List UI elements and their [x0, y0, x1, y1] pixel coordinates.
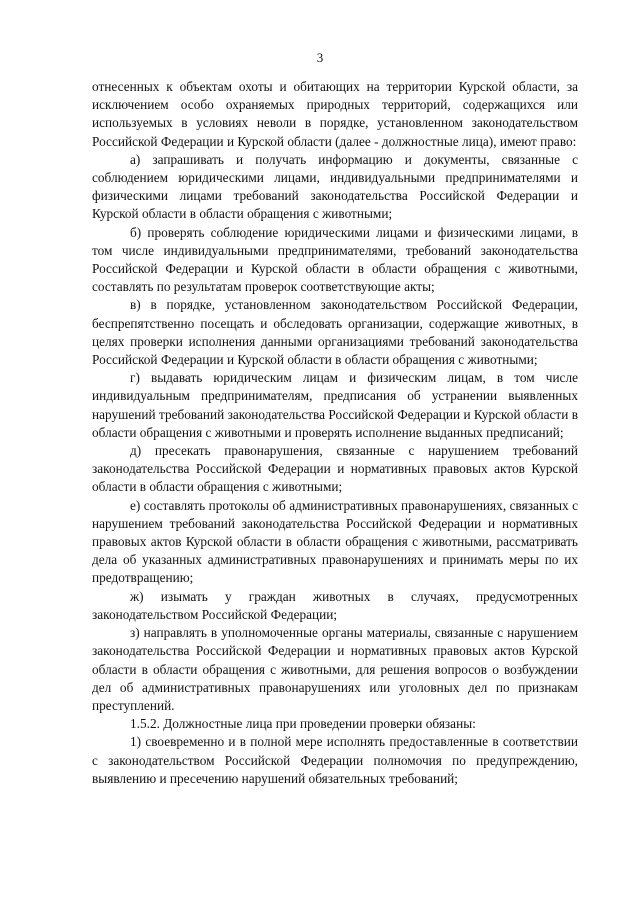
paragraph-item-g: г) выдавать юридическим лицам и физическим лицам, в том числе индивидуальным предпринимателям, предписания об устранении выявленных нарушений требований законодательства Российской Федерации и Курской области в области обращения с животными и проверять исполнение выданных предписаний; — [92, 370, 578, 440]
paragraph-item-v: в) в порядке, установленном законодательством Российской Федерации, беспрепятственно посещать и обследовать организации, содержащие животных, в целях проверки исполнения данными организациями требований законодательства Российской Федерации и Курской области в области обращения с животными; — [92, 297, 578, 368]
page-number: 3 — [316, 50, 324, 65]
paragraph-item-1: 1) своевременно и в полной мере исполнять предоставленные в соответствии с законодательством Российской Федерации полномочия по предупреждению, выявлению и пресечению нарушений обязательных требований; — [92, 734, 578, 786]
document-body — [92, 78, 578, 788]
paragraph-item-z: з) направлять в уполномоченные органы материалы, связанные с нарушением законодательства Российской Федерации и нормативных правовых актов Курской области в области обращения с животными, для решения вопросов о возбуждении дел об административных правонарушениях или уголовных дел по признакам преступлений. — [92, 625, 578, 713]
paragraph-item-b: б) проверять соблюдение юридическими лицами и физическими лицами, в том числе индивидуальными предпринимателями, требований законодательства Российской Федерации и Курской области в области обращения с животными, составлять по результатам проверок соответствующие акты; — [92, 224, 578, 295]
paragraph-item-a: а) запрашивать и получать информацию и документы, связанные с соблюдением юридическими лицами, индивидуальными предпринимателями и физическими лицами требований законодательства Российской Федерации и Курской области в области обращения с животными; — [92, 151, 578, 222]
section-heading-1-5-2: 1.5.2. Должностные лица при проведении проверки обязаны: — [130, 716, 476, 732]
paragraph-item-e: е) составлять протоколы об административных правонарушениях, связанных с нарушением требований законодательства Российской Федерации и нормативных правовых актов Курской области в области обращения с животными, рассматривать дела об указанных административных правонарушениях и принимать меры по их предотвращению; — [92, 497, 578, 586]
paragraph-intro: отнесенных к объектам охоты и обитающих на территории Курской области, за исключением особо охраняемых природных территорий, содержащихся или используемых в условиях неволи в порядке, установленном законодательством Российской Федерации и Курской области (далее - должностные лица), имеют право: — [92, 79, 578, 149]
paragraph-item-zh: ж) изымать у граждан животных в случаях, предусмотренных законодательством Российской Федерации; — [92, 588, 578, 622]
paragraph-item-d: д) пресекать правонарушения, связанные с нарушением требований законодательства Российской Федерации и нормативных правовых актов Курской области в области обращения с животными; — [92, 443, 578, 495]
